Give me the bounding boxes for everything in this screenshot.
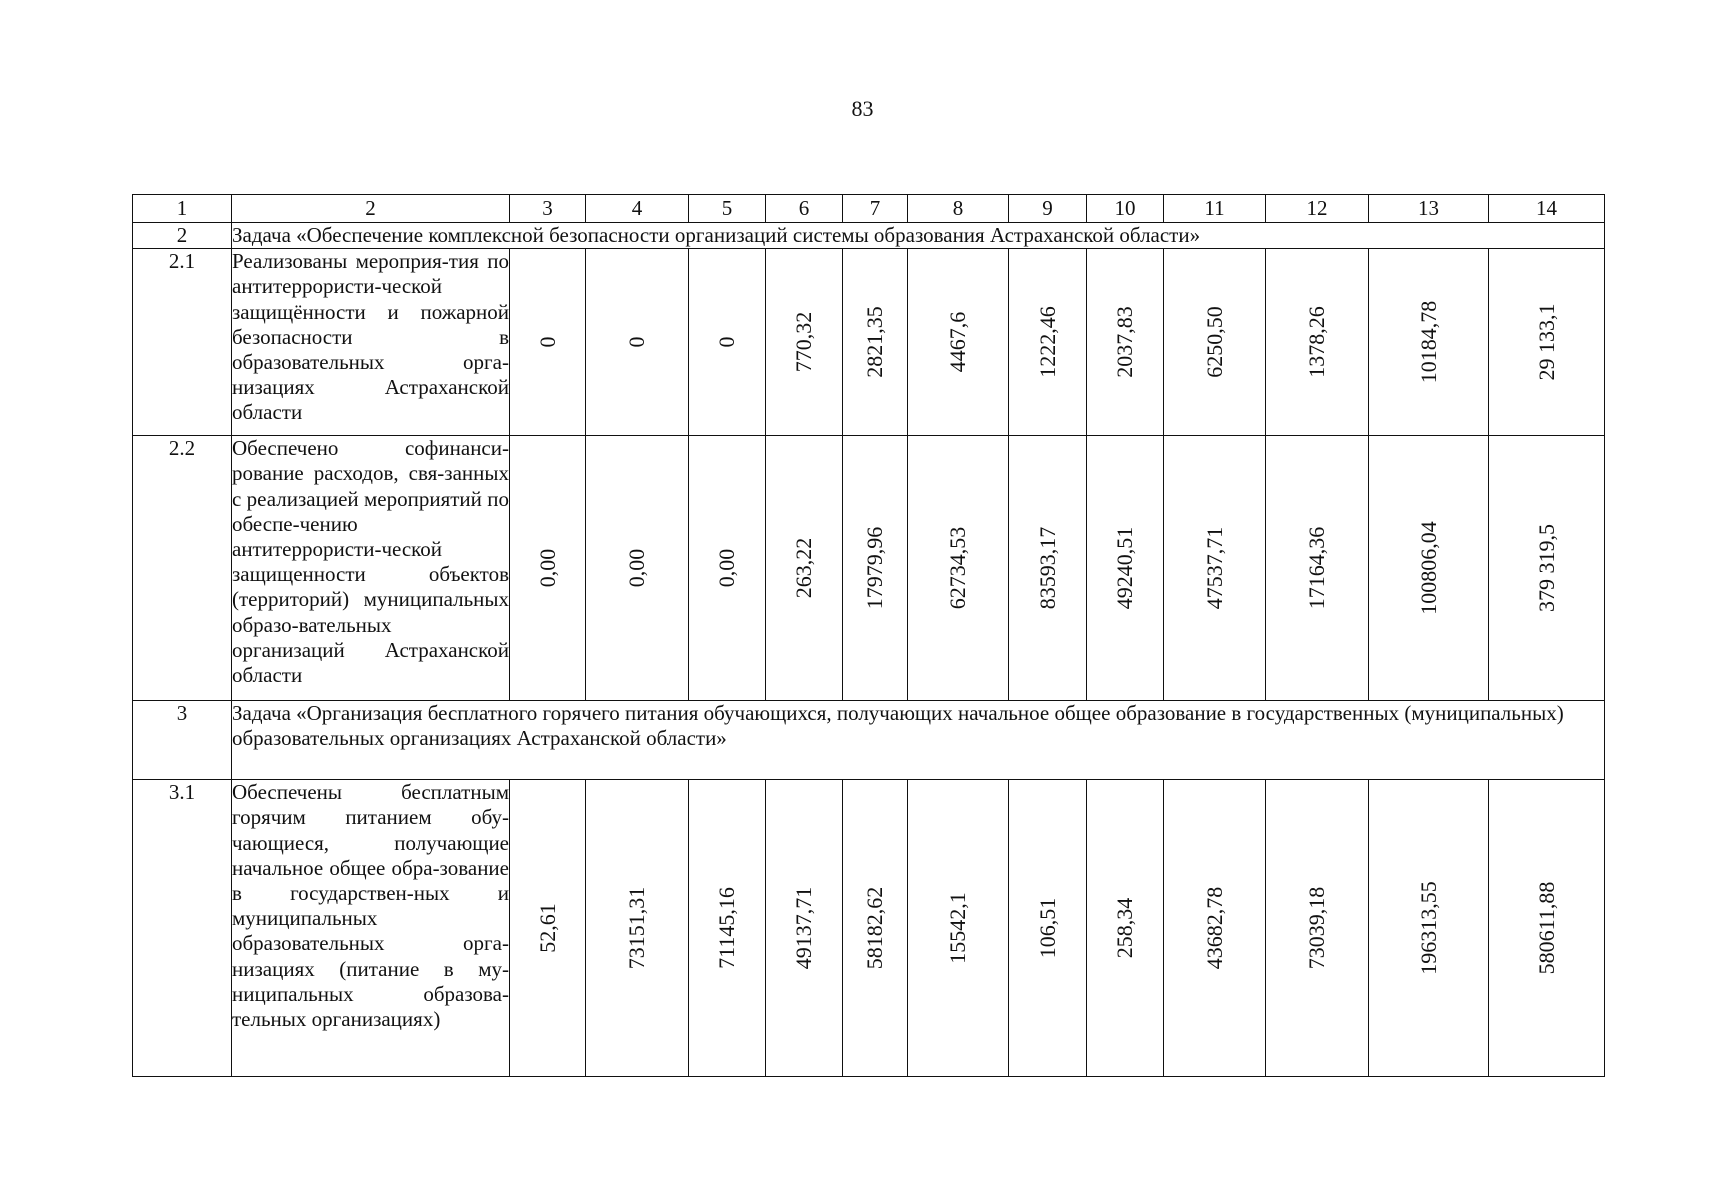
column-header: 4 <box>586 195 689 223</box>
cell-value: 49240,51 <box>1111 526 1137 610</box>
program-table <box>132 194 1605 1077</box>
value-cell <box>689 249 766 436</box>
task-row <box>133 223 1605 249</box>
value-cell <box>510 436 586 701</box>
cell-value: 4467,6 <box>944 311 970 373</box>
value-cell <box>766 436 843 701</box>
value-cell <box>1489 436 1605 701</box>
cell-value: 58182,62 <box>861 886 887 970</box>
row-description: Обеспечено софинанси-рование расходов, свя-занных с реализацией мероприятий по обеспе-чению антитеррористи-ческой защищенности объектов (территорий) муниципальных образо-вательных организаций Астраханской области <box>232 436 510 701</box>
value-cell <box>1087 780 1164 1077</box>
value-cell <box>908 780 1009 1077</box>
column-header: 8 <box>908 195 1009 223</box>
value-cell <box>1266 436 1369 701</box>
column-header-row <box>133 195 1605 223</box>
cell-value: 10184,78 <box>1415 300 1441 384</box>
cell-value: 0 <box>534 336 560 348</box>
row-description: Реализованы мероприя-тия по антитеррористи-ческой защищённости и пожарной безопасности в образовательных орга-низациях Астраханской области <box>232 249 510 436</box>
cell-value: 43682,78 <box>1201 886 1227 970</box>
cell-value: 17164,36 <box>1303 526 1329 610</box>
value-cell <box>1164 436 1266 701</box>
value-cell <box>843 780 908 1077</box>
cell-value: 6250,50 <box>1201 306 1227 378</box>
column-header: 9 <box>1009 195 1087 223</box>
cell-value: 100806,04 <box>1415 521 1441 615</box>
value-cell <box>908 436 1009 701</box>
cell-value: 29 133,1 <box>1533 303 1559 381</box>
cell-value: 258,34 <box>1111 897 1137 959</box>
cell-value: 71145,16 <box>713 887 739 970</box>
value-cell <box>1009 436 1087 701</box>
cell-value: 1378,26 <box>1303 306 1329 378</box>
value-cell <box>510 780 586 1077</box>
cell-value: 15542,1 <box>944 892 970 964</box>
value-cell <box>1164 249 1266 436</box>
task-title: Задача «Организация бесплатного горячего питания обучающихся, получающих начальное общее образование в государственных (муниципальных) образовательных организациях Астраханской области» <box>232 701 1605 780</box>
cell-value: 106,51 <box>1034 897 1060 959</box>
cell-value: 2037,83 <box>1111 306 1137 378</box>
cell-value: 0,00 <box>623 548 649 588</box>
value-cell <box>586 436 689 701</box>
cell-value: 73039,18 <box>1303 886 1329 970</box>
page-number: 83 <box>851 96 874 121</box>
cell-value: 2821,35 <box>861 306 887 378</box>
cell-value: 17979,96 <box>861 526 887 610</box>
cell-value: 0,00 <box>534 548 560 588</box>
row-number: 2.2 <box>133 436 232 701</box>
cell-value: 62734,53 <box>944 526 970 610</box>
row-number: 3.1 <box>133 780 232 1077</box>
value-cell <box>1266 780 1369 1077</box>
cell-value: 196313,55 <box>1415 881 1441 975</box>
column-header: 10 <box>1087 195 1164 223</box>
cell-value: 1222,46 <box>1034 306 1060 378</box>
column-header: 2 <box>232 195 510 223</box>
value-cell <box>1009 780 1087 1077</box>
task-title: Задача «Обеспечение комплексной безопасности организаций системы образования Астраханской области» <box>232 223 1605 249</box>
table-row <box>133 249 1605 436</box>
value-cell <box>510 249 586 436</box>
value-cell <box>689 436 766 701</box>
column-header: 1 <box>133 195 232 223</box>
row-number: 2 <box>133 223 232 249</box>
value-cell <box>1087 249 1164 436</box>
value-cell <box>843 436 908 701</box>
cell-value: 47537,71 <box>1201 526 1227 610</box>
column-header: 7 <box>843 195 908 223</box>
value-cell <box>1369 436 1489 701</box>
row-description: Обеспечены бесплатным горячим питанием обу-чающиеся, получающие начальное общее обра-зование в государствен-ных и муниципальных образовательных орга-низациях (питание в му-ниципальных образова-тельных организациях) <box>232 780 510 1077</box>
value-cell <box>1369 249 1489 436</box>
cell-value: 0 <box>623 336 649 348</box>
cell-value: 379 319,5 <box>1533 524 1559 613</box>
cell-value: 770,32 <box>790 311 816 373</box>
value-cell <box>689 780 766 1077</box>
value-cell <box>1087 436 1164 701</box>
cell-value: 263,22 <box>790 537 816 599</box>
cell-value: 0 <box>713 336 739 348</box>
value-cell <box>1009 249 1087 436</box>
cell-value: 49137,71 <box>790 886 816 970</box>
cell-value: 83593,17 <box>1034 526 1060 610</box>
cell-value: 580611,88 <box>1533 881 1559 975</box>
value-cell <box>586 780 689 1077</box>
value-cell <box>586 249 689 436</box>
table-row <box>133 780 1605 1077</box>
column-header: 6 <box>766 195 843 223</box>
column-header: 11 <box>1164 195 1266 223</box>
value-cell <box>1266 249 1369 436</box>
column-header: 14 <box>1489 195 1605 223</box>
cell-value: 0,00 <box>713 548 739 588</box>
row-number: 2.1 <box>133 249 232 436</box>
value-cell <box>908 249 1009 436</box>
task-row <box>133 701 1605 780</box>
table-row <box>133 436 1605 701</box>
column-header: 12 <box>1266 195 1369 223</box>
value-cell <box>1489 249 1605 436</box>
row-number: 3 <box>133 701 232 780</box>
column-header: 13 <box>1369 195 1489 223</box>
value-cell <box>1164 780 1266 1077</box>
cell-value: 73151,31 <box>623 886 649 970</box>
value-cell <box>843 249 908 436</box>
value-cell <box>766 249 843 436</box>
cell-value: 52,61 <box>534 903 560 953</box>
column-header: 3 <box>510 195 586 223</box>
value-cell <box>1369 780 1489 1077</box>
column-header: 5 <box>689 195 766 223</box>
value-cell <box>1489 780 1605 1077</box>
value-cell <box>766 780 843 1077</box>
